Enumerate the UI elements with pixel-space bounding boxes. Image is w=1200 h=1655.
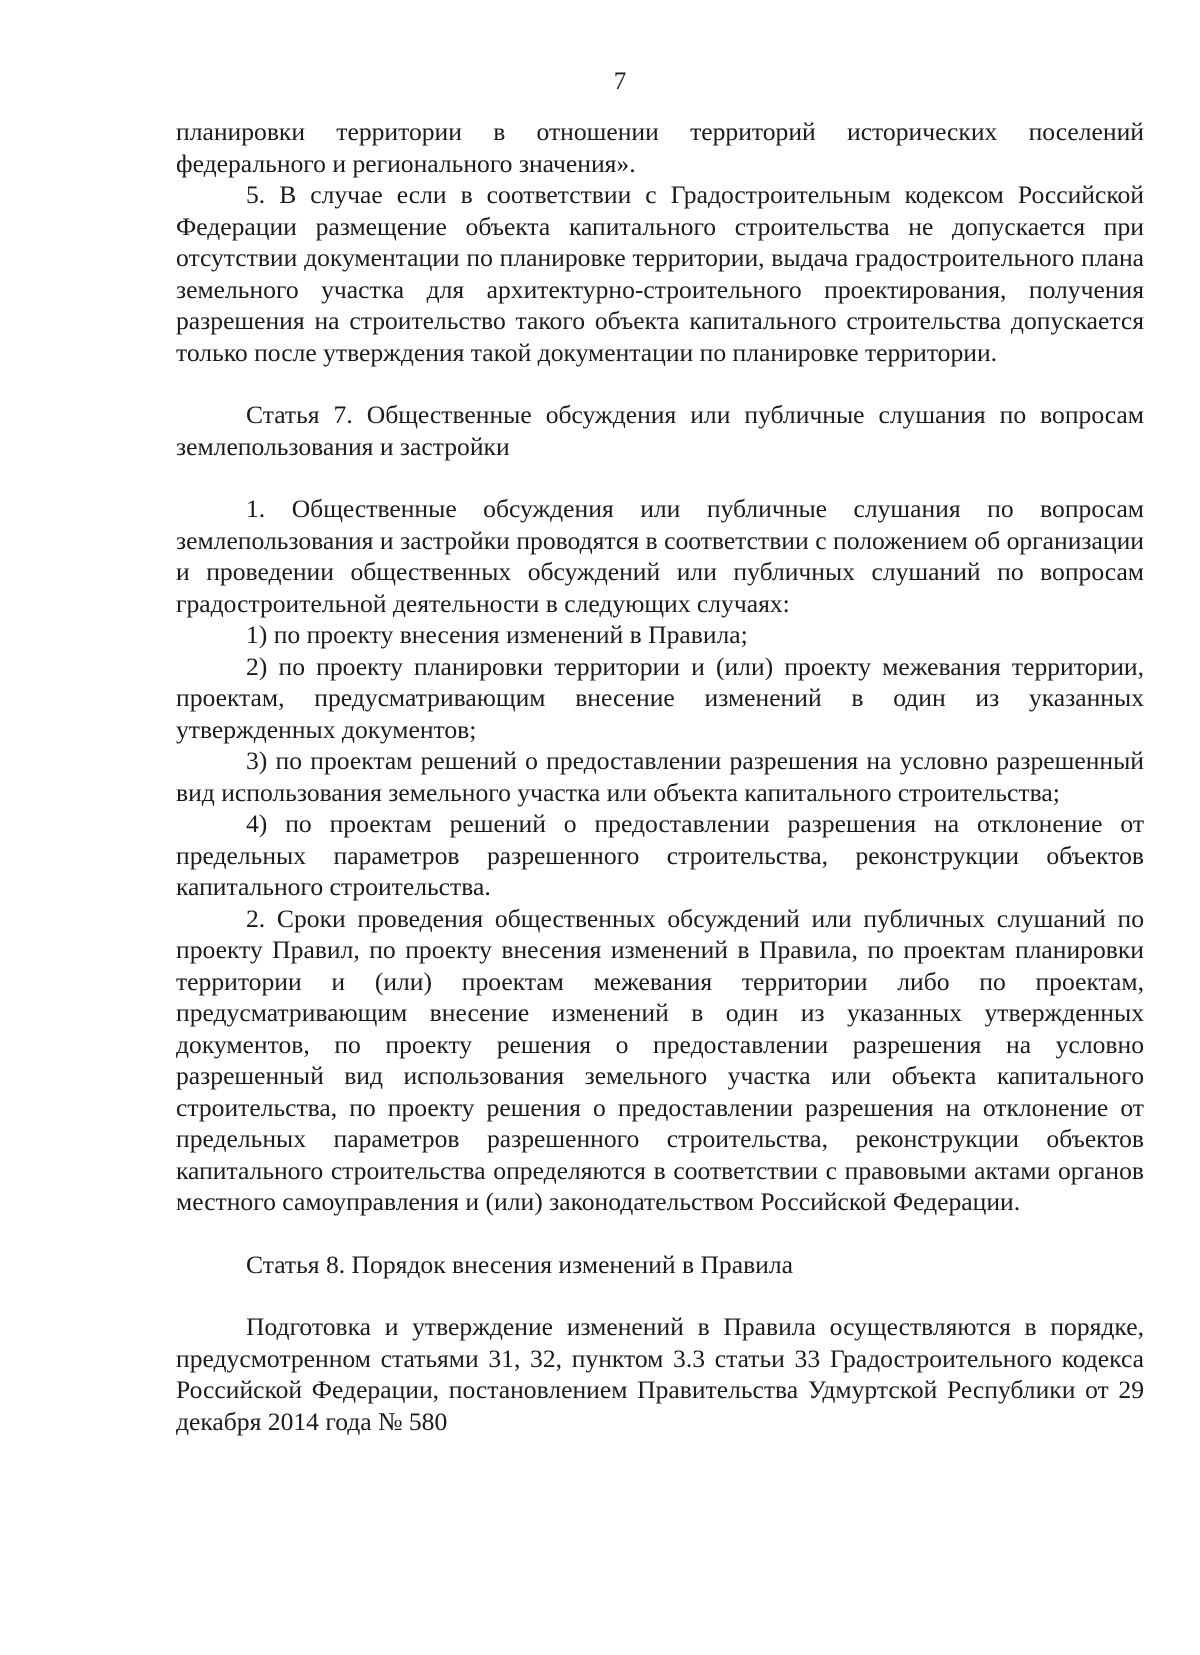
article-7-list-item-2: 2) по проекту планировки территории и (или) проекту межевания территории, проектам, предусматривающим внесение изменений в один из указанных утвержденных документов; xyxy=(176,651,1144,744)
article-8-heading: Статья 8. Порядок внесения изменений в Правила xyxy=(246,1249,794,1279)
paragraph-item-5: 5. В случае если в соответствии с Градостроительным кодексом Российской Федерации размещение объекта капитального строительства не допускается при отсутствии документации по планировке территории, выдача градостроительного плана земельного участка для архитектурно-строительного проектирования, получения разрешения на строительство такого объекта капитального строительства допускается только после утверждения такой документации по планировке территории. xyxy=(176,180,1144,367)
article-7-paragraph-1: 1. Общественные обсуждения или публичные слушания по вопросам землепользования и застройки проводятся в соответствии с положением об организации и проведении общественных обсуждений или публичных слушаний по вопросам градостроительной деятельности в следующих случаях: xyxy=(176,494,1144,618)
article-7-list-item-4: 4) по проектам решений о предоставлении разрешения на отклонение от предельных параметров разрешенного строительства, реконструкции объектов капитального строительства. xyxy=(176,809,1144,901)
article-7-paragraph-2: 2. Сроки проведения общественных обсуждений или публичных слушаний по проекту Правил, по проекту внесения изменений в Правила, по проектам планировки территории и (или) проектам межевания территории либо по проектам, предусматривающим внесение изменений в один из указанных утвержденных документов, по проекту решения о предоставлении разрешения на условно разрешенный вид использования земельного участка или объекта капитального строительства, по проекту решения о предоставлении разрешения на отклонение от предельных параметров разрешенного строительства, реконструкции объектов капитального строительства определяются в соответствии с правовыми актами органов местного самоуправления и (или) законодательством Российской Федерации. xyxy=(176,903,1144,1216)
document-body xyxy=(176,116,1144,1437)
article-8-paragraph: Подготовка и утверждение изменений в Правила осуществляются в порядке, предусмотренном статьями 31, 32, пунктом 3.3 статьи 33 Градостроительного кодекса Российской Федерации, постановлением Правительства Удмуртской Республики от 29 декабря 2014 года № 580 xyxy=(176,1312,1144,1436)
paragraph-continuation: планировки территории в отношении территорий исторических поселений федерального и регионального значения». xyxy=(176,117,1144,178)
article-7-list-item-1: 1) по проекту внесения изменений в Правила; xyxy=(246,620,748,649)
article-7-heading: Статья 7. Общественные обсуждения или публичные слушания по вопросам землепользования и застройки xyxy=(176,400,1144,461)
page-number: 7 xyxy=(613,68,627,95)
article-7-list-item-3: 3) по проектам решений о предоставлении разрешения на условно разрешенный вид использования земельного участка или объекта капитального строительства; xyxy=(176,746,1144,807)
